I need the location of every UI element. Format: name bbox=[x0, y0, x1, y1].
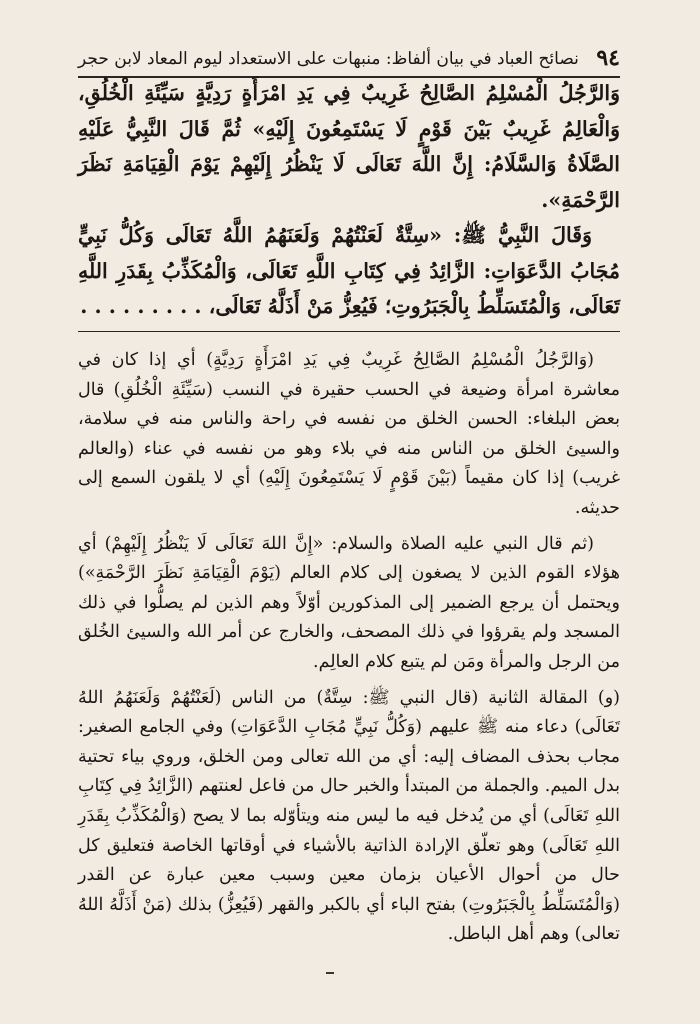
main-text bbox=[78, 76, 620, 325]
page-header bbox=[78, 36, 620, 78]
commentary-paragraph: (و) المقالة الثانية (قال النبي ﷺ: سِتَّةٌ) من الناس (لَعَنْتُهُمْ وَلَعَنَهُمُ اللهُ تَعَالَى) دعاء منه ﷺ عليهم (وَكُلُّ نَبِيٍّ مُجَابِ الدَّعَوَاتِ) وفي الجامع الصغير: مجاب بحذف المضاف إليه: أي من الله تعالى ومن الخلق، وروي بياء تحتية بدل الميم. والجملة من المبتدأ والخبر حال من فاعل لعنتهم (الزَّائِدُ فِي كِتَابِ اللهِ تَعَالَى) أي من يُدخل فيه ما ليس منه ويتأوّله بما لا يصح (وَالْمُكَذِّبُ بِقَدَرِ اللهِ تَعَالَى) وهو تعلّق الإرادة الذاتية بالأشياء في أوقاتها الخاصة فتعليق كل حال من أحوال الأعيان بزمان معين وسبب معين عبارة عن القدر (وَالْمُتَسَلِّطُ بِالْجَبَرُوتِ) بفتح الباء أي بالكبر والقهر (فَيُعِزُّ) بذلك (مَنْ أَذَلَّهُ اللهُ تعالى) وهم أهل الباطل. bbox=[78, 687, 620, 945]
commentary-paragraph: (وَالرَّجُلُ الْمُسْلِمُ الصَّالِحُ غَرِيبٌ فِي يَدِ امْرَأَةٍ رَدِيَّةٍ) أي إذا كان في معاشرة امرأة وضيعة في الحسب حقيرة في النسب (سَيِّئَةِ الْخُلُقِ) قال بعض البلغاء: الحسن الخلق من نفسه في راحة والناس منه في سلامة، والسيئ الخلق من الناس منه في بلاء وهو من نفسه في عناء (والعالم غريب) إذا كان مقيماً (بَيْنَ قَوْمٍ لَا يَسْتَمِعُونَ إِلَيْهِ) أي لا يلقون السمع إلى حديثه. bbox=[78, 350, 620, 518]
continuation-dots: . . . . . . . . . bbox=[80, 294, 202, 318]
commentary-paragraph: (ثم قال النبي عليه الصلاة والسلام: «إِنَّ اللهَ تَعَالَى لَا يَنْظُرُ إِلَيْهِمْ) أي هؤلاء القوم الذين لا يصغون إلى كلام العالم (يَوْمَ الْقِيَامَةِ نَظَرَ الرَّحْمَةِ») ويحتمل أن يرجع الضمير إلى المذكورين أوّلاً وهم الذين لم يصلُّوا في ذلك المسجد ولم يقرؤوا في ذلك المصحف، والخارج عن أمر الله والسيئ الخُلق من الرجل والمرأة ومَن لم يتبع كلام العالِم. bbox=[78, 533, 620, 672]
commentary-text bbox=[78, 346, 620, 956]
separator-line bbox=[78, 331, 620, 332]
main-text-sentence: وَقَالَ النَّبِيُّ ﷺ: «سِتَّةٌ لَعَنْتُهُمْ وَلَعَنَهُمُ اللَّهُ تَعَالَى وَكُلُّ نَبِيٍّ مُجَابُ الدَّعَوَاتِ: الزَّائِدُ فِي كِتَابِ اللَّهِ تَعَالَى، وَالْمُكَذِّبُ بِقَدَرِ اللَّهِ تَعَالَى، وَالْمُتَسَلِّطُ بِالْجَبَرُوتِ؛ فَيُعِزُّ مَنْ أَذَلَّهُ تَعَالَى، bbox=[78, 223, 620, 318]
page-number: ٩٤ bbox=[596, 45, 620, 71]
footer-mark bbox=[326, 972, 334, 974]
main-text-paragraph bbox=[78, 218, 620, 325]
main-text-paragraph: وَالرَّجُلُ الْمُسْلِمُ الصَّالِحُ غَرِيبٌ فِي يَدِ امْرَأَةٍ رَدِيَّةٍ سَيِّئَةِ الْخُلُقِ، وَالْعَالِمُ غَرِيبٌ بَيْنَ قَوْمٍ لَا يَسْتَمِعُونَ إِلَيْهِ» ثُمَّ قَالَ النَّبِيُّ عَلَيْهِ الصَّلَاةُ وَالسَّلَامُ: إِنَّ اللَّهَ تَعَالَى لَا يَنْظُرُ إِلَيْهِمْ يَوْمَ الْقِيَامَةِ نَظَرَ الرَّحْمَةِ». bbox=[78, 81, 620, 212]
running-title: نصائح العباد في بيان ألفاظ: منبهات على الاستعداد ليوم المعاد لابن حجر bbox=[78, 49, 579, 69]
